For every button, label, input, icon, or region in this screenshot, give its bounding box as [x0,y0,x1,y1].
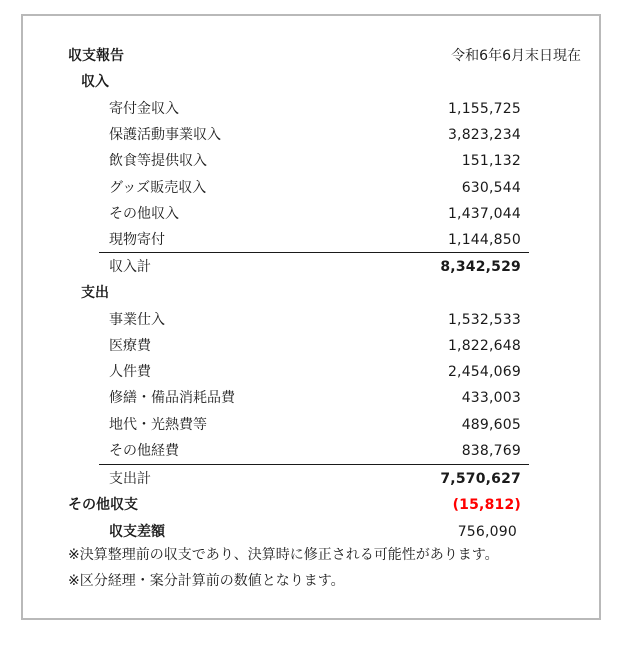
income-row [23,122,599,148]
expense-row [23,385,599,411]
report-panel [21,14,601,620]
income-item-label: 保護活動事業収入 [109,127,221,143]
income-total-rule [99,252,529,253]
title-row [23,43,599,69]
expense-heading: 支出 [81,285,109,301]
income-item-label: 飲食等提供収入 [109,153,207,169]
expense-item-label: その他経費 [109,443,179,459]
note-line: ※決算整理前の収支であり、決算時に修正される可能性があります。 [68,547,499,563]
note-line: ※区分経理・案分計算前の数値となります。 [68,573,345,589]
expense-item-label: 修繕・備品消耗品費 [109,390,235,406]
expense-item-value: 838,769 [461,443,521,459]
expense-total-value: 7,570,627 [440,471,521,487]
expense-row [23,307,599,333]
other-label: その他収支 [68,497,138,513]
income-row [23,96,599,122]
income-row [23,148,599,174]
other-value: (15,812) [452,497,521,513]
income-heading: 収入 [81,74,109,90]
expense-total-label: 支出計 [109,471,151,487]
balance-label: 収支差額 [109,524,165,540]
income-item-label: 現物寄付 [109,232,165,248]
income-item-label: グッズ販売収入 [109,180,207,196]
income-item-value: 630,544 [461,180,521,196]
expense-item-value: 1,532,533 [447,312,521,328]
income-row [23,227,599,253]
expense-row [23,438,599,464]
expense-row [23,359,599,385]
expense-row [23,333,599,359]
income-item-value: 151,132 [461,153,521,169]
income-total-row [23,254,599,280]
expense-item-label: 人件費 [109,364,151,380]
expense-heading-row [23,280,599,306]
expense-item-label: 地代・光熱費等 [109,417,207,433]
income-row [23,175,599,201]
report-title: 収支報告 [68,48,124,64]
expense-item-value: 2,454,069 [447,364,521,380]
expense-row [23,412,599,438]
expense-total-rule [99,464,529,465]
expense-item-value: 489,605 [461,417,521,433]
income-row [23,201,599,227]
income-heading-row [23,69,599,95]
income-item-value: 1,155,725 [447,101,521,117]
income-item-label: 寄付金収入 [109,101,179,117]
income-item-value: 1,437,044 [447,206,521,222]
expense-item-value: 433,003 [461,390,521,406]
report-date: 令和6年6月末日現在 [451,48,581,64]
income-item-label: その他収入 [109,206,179,222]
income-item-value: 3,823,234 [447,127,521,143]
other-row [23,492,599,518]
income-total-label: 収入計 [109,259,151,275]
income-item-value: 1,144,850 [447,232,521,248]
income-total-value: 8,342,529 [440,259,521,275]
expense-item-label: 医療費 [109,338,151,354]
balance-value: 756,090 [457,524,517,540]
expense-total-row [23,466,599,492]
expense-item-value: 1,822,648 [447,338,521,354]
expense-item-label: 事業仕入 [109,312,165,328]
